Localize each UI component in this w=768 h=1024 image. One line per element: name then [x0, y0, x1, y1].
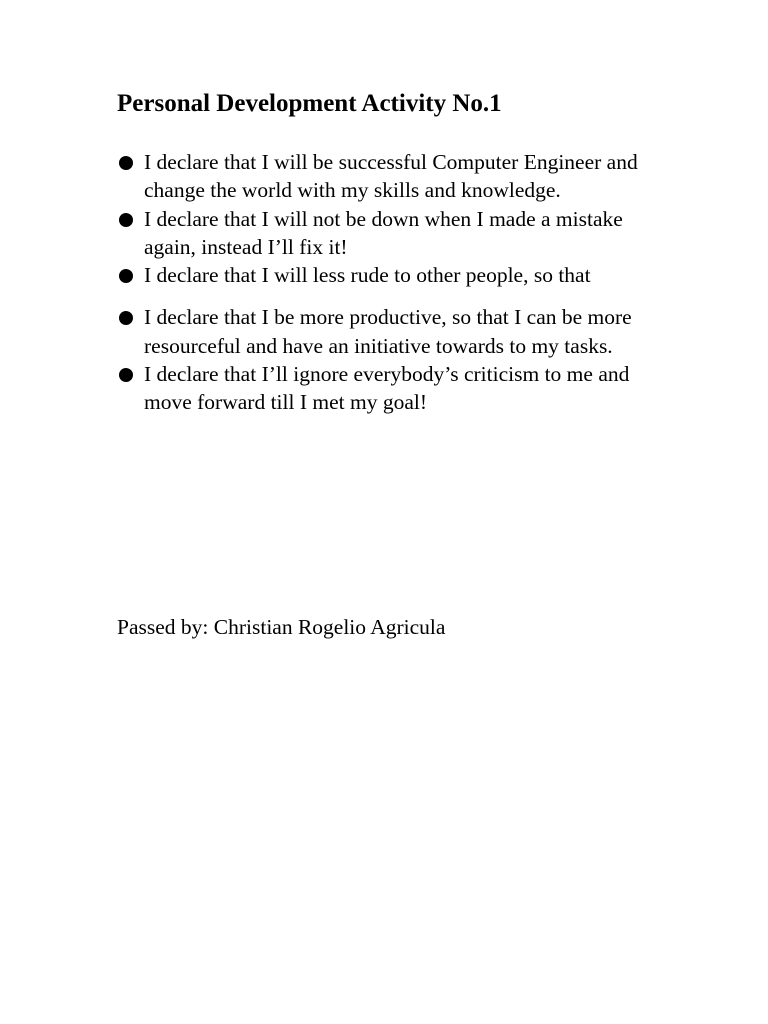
declaration-text: I declare that I be more productive, so that I can be more resourceful and have an initiative towards to my tasks. [144, 305, 632, 358]
bullet-icon [119, 156, 133, 170]
declaration-list [117, 148, 657, 417]
declaration-text: I declare that I’ll ignore everybody’s criticism to me and move forward till I met my goal! [144, 362, 630, 415]
passed-by-line: Passed by: Christian Rogelio Agricula [117, 615, 446, 639]
bullet-icon [119, 368, 133, 382]
document-title: Personal Development Activity No.1 [117, 90, 502, 117]
list-item [117, 148, 657, 205]
bullet-icon [119, 311, 133, 325]
bullet-icon [119, 213, 133, 227]
list-item [117, 360, 657, 417]
bullet-icon [119, 269, 133, 283]
declaration-text: I declare that I will not be down when I made a mistake again, instead I’ll fix it! [144, 206, 623, 259]
list-item [117, 303, 657, 360]
declaration-text: I declare that I will be successful Computer Engineer and change the world with my skills and knowledge. [144, 150, 638, 203]
declaration-text: I declare that I will less rude to other people, so that [144, 263, 591, 288]
list-item [117, 261, 657, 289]
list-item [117, 205, 657, 262]
